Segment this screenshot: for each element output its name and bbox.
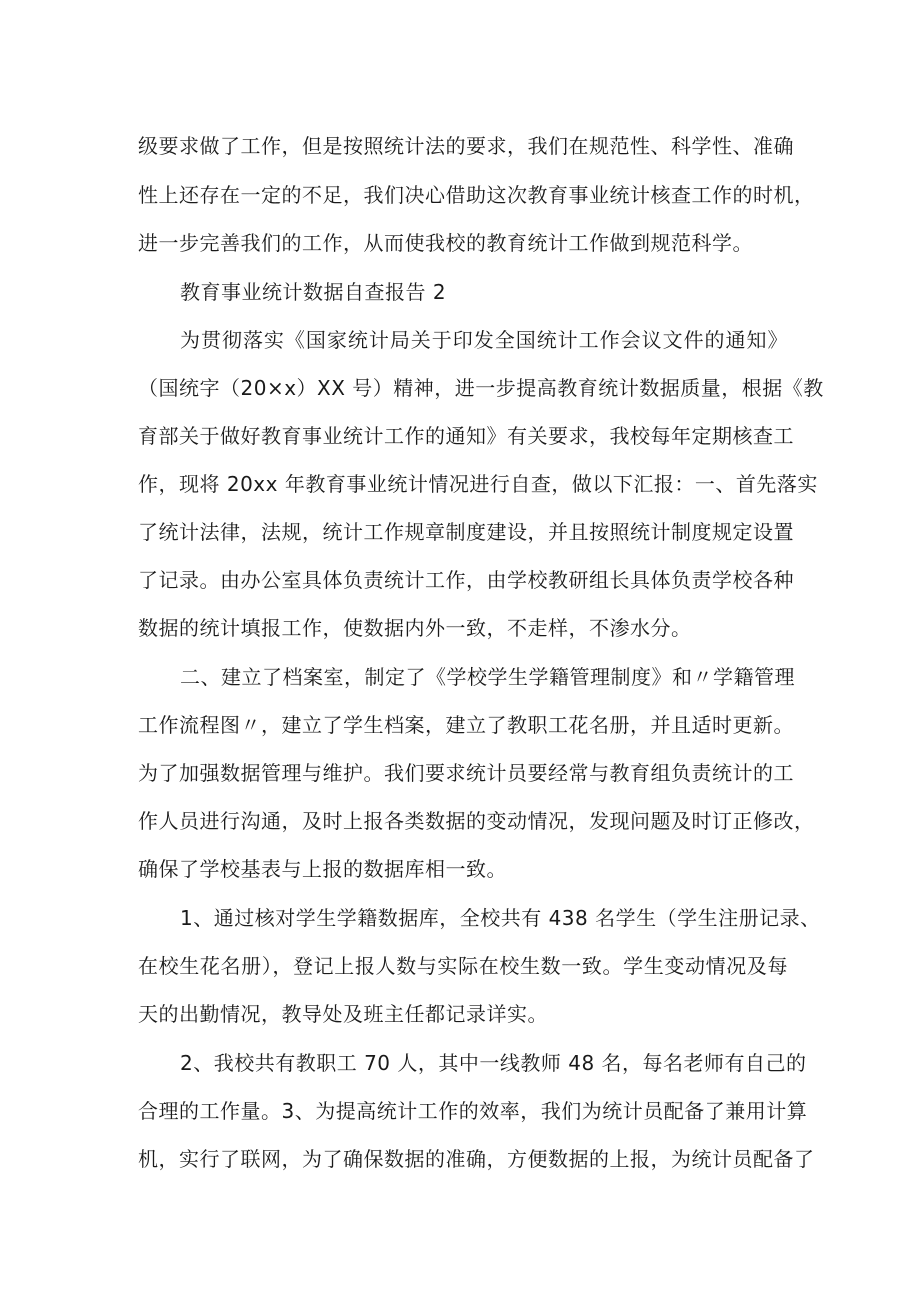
paragraph-line: （国统字（20×x）XX 号）精神，进一步提高教育统计数据质量，根据《教: [138, 376, 824, 400]
paragraph-line: 级要求做了工作，但是按照统计法的要求，我们在规范性、科学性、准确: [138, 134, 794, 158]
paragraph-line: 进一步完善我们的工作，从而使我校的教育统计工作做到规范科学。: [138, 231, 753, 255]
paragraph-line: 2、我校共有教职工 70 人，其中一线教师 48 名，每名老师有自己的: [180, 1051, 807, 1075]
paragraph-line: 数据的统计填报工作，使数据内外一致，不走样，不渗水分。: [138, 616, 692, 640]
paragraph-line: 作，现将 20xx 年教育事业统计情况进行自查，做以下汇报：一、首先落实: [138, 472, 818, 496]
section-heading: 教育事业统计数据自查报告 2: [180, 280, 447, 304]
paragraph-line: 育部关于做好教育事业统计工作的通知》有关要求，我校每年定期核查工: [138, 424, 794, 448]
paragraph-line: 作人员进行沟通，及时上报各类数据的变动情况，发现问题及时订正修改，: [138, 809, 815, 833]
paragraph-line: 合理的工作量。3、为提高统计工作的效率，我们为统计员配备了兼用计算: [138, 1099, 808, 1123]
paragraph-line: 为了加强数据管理与维护。我们要求统计员要经常与教育组负责统计的工: [138, 761, 794, 785]
paragraph-line: 了统计法律，法规，统计工作规章制度建设，并且按照统计制度规定设置: [138, 520, 794, 544]
paragraph-line: 性上还存在一定的不足，我们决心借助这次教育事业统计核查工作的时机，: [138, 183, 815, 207]
paragraph-line: 二、建立了档案室，制定了《学校学生学籍管理制度》和〃学籍管理: [180, 665, 795, 689]
paragraph-line: 为贯彻落实《国家统计局关于印发全国统计工作会议文件的通知》: [180, 328, 788, 352]
paragraph-line: 确保了学校基表与上报的数据库相一致。: [138, 857, 507, 881]
paragraph-line: 机，实行了联网，为了确保数据的准确，方便数据的上报，为统计员配备了: [138, 1147, 815, 1171]
paragraph-line: 在校生花名册），登记上报人数与实际在校生数一致。学生变动情况及每: [138, 954, 788, 978]
paragraph-line: 了记录。由办公室具体负责统计工作，由学校教研组长具体负责学校各种: [138, 568, 794, 592]
paragraph-line: 天的出勤情况，教导处及班主任都记录详实。: [138, 1002, 548, 1026]
paragraph-line: 工作流程图〃，建立了学生档案，建立了教职工花名册，并且适时更新。: [138, 713, 794, 737]
paragraph-line: 1、通过核对学生学籍数据库，全校共有 438 名学生（学生注册记录、: [180, 906, 821, 930]
